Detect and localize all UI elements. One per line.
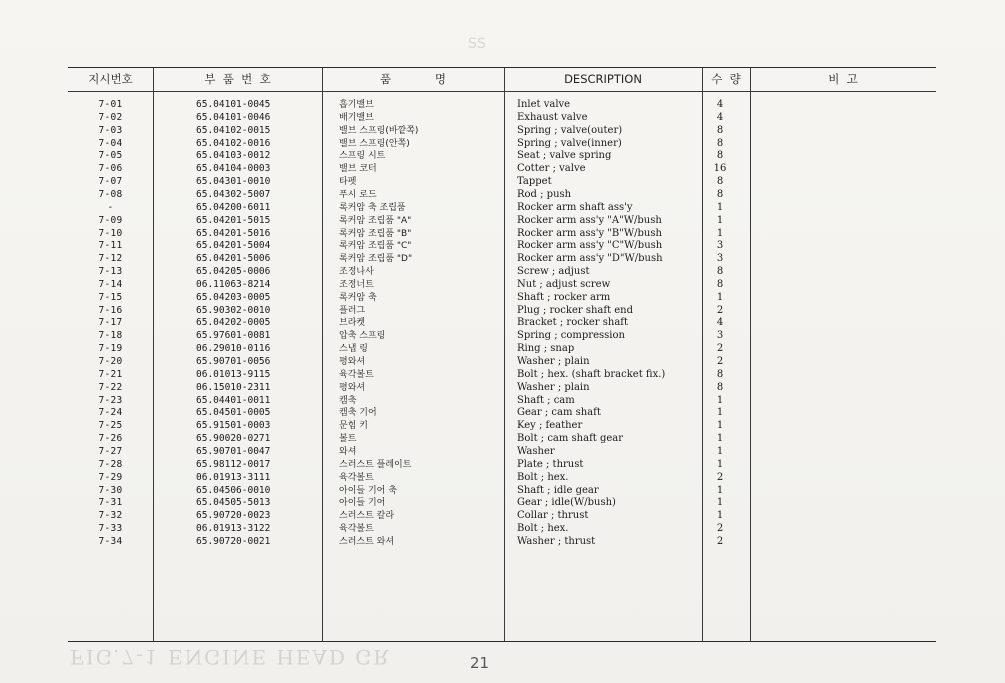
ref-no-cell: 7-34: [98, 535, 123, 547]
qty-cell: 8: [716, 137, 724, 149]
table-row: [68, 472, 936, 485]
qty-cell: 8: [716, 368, 724, 380]
qty-cell: 8: [716, 124, 724, 136]
qty-cell: 16: [713, 163, 727, 175]
qty-cell: 3: [716, 253, 724, 265]
ref-no-cell: 7-11: [98, 240, 123, 252]
description-cell: Inlet valve: [517, 99, 571, 110]
table-row: [68, 189, 936, 202]
part-no-cell: 65.04201-5006: [196, 253, 271, 265]
part-no-cell: 06.01913-3111: [196, 471, 271, 483]
table-row: [68, 150, 936, 163]
ref-no-cell: 7-30: [98, 484, 123, 496]
header-description: DESCRIPTION: [564, 72, 642, 86]
part-name-cell: 압축 스프링: [339, 331, 386, 342]
part-name-cell: 록커암 조립품 "B": [339, 228, 412, 239]
part-name-cell: 밸브 스프링(바깥쪽): [339, 125, 419, 136]
ref-no-cell: 7-18: [98, 330, 123, 342]
description-cell: Screw ; adjust: [517, 266, 590, 278]
qty-cell: 1: [716, 394, 724, 406]
ref-no-cell: 7-04: [98, 137, 123, 149]
ref-no-cell: 7-23: [98, 394, 123, 406]
table-row: [68, 266, 936, 279]
description-cell: Gear ; idle(W/bush): [517, 497, 616, 509]
part-no-cell: 65.04506-0010: [196, 484, 271, 496]
ref-no-cell: 7-14: [98, 278, 123, 290]
description-cell: Tappet: [517, 176, 552, 188]
part-no-cell: 06.01013-9115: [196, 368, 271, 380]
part-name-cell: 와셔: [339, 446, 357, 457]
part-name-cell: 캠축: [339, 395, 357, 406]
description-cell: Nut ; adjust screw: [517, 278, 611, 290]
table-row: [68, 343, 936, 356]
ref-no-cell: 7-22: [98, 381, 123, 393]
qty-cell: 3: [716, 240, 724, 252]
part-name-cell: 흡기밸브: [339, 100, 374, 110]
table-row: [68, 510, 936, 523]
qty-cell: 1: [716, 420, 724, 432]
part-name-cell: 브라켓: [339, 318, 366, 329]
ref-no-cell: 7-16: [98, 304, 123, 316]
ref-no-cell: 7-21: [98, 368, 123, 380]
qty-cell: 4: [716, 317, 724, 329]
qty-cell: 1: [716, 445, 724, 457]
table-row: [68, 523, 936, 536]
ref-no-cell: 7-03: [98, 124, 123, 136]
qty-cell: 1: [716, 497, 724, 509]
table-row: [68, 317, 936, 330]
description-cell: Spring ; compression: [517, 330, 625, 342]
part-no-cell: 65.04401-0011: [196, 394, 271, 406]
part-no-cell: 06.01913-3122: [196, 523, 271, 535]
table-row: [68, 305, 936, 318]
part-no-cell: 65.91501-0003: [196, 420, 271, 432]
table-row: [68, 497, 936, 510]
qty-cell: 8: [716, 278, 724, 290]
description-cell: Seat ; valve spring: [517, 150, 612, 162]
ref-no-cell: 7-20: [98, 356, 123, 367]
part-name-cell: 푸시 로드: [339, 189, 377, 200]
qty-cell: 8: [716, 381, 724, 393]
table-row: [68, 163, 936, 176]
ref-no-cell: 7-13: [98, 266, 123, 278]
part-no-cell: 65.04101-0045: [196, 99, 271, 110]
qty-cell: 8: [716, 188, 724, 200]
table-row: [68, 395, 936, 408]
description-cell: Ring ; snap: [517, 343, 575, 355]
ref-no-cell: 7-10: [98, 227, 123, 239]
description-cell: Rocker arm ass'y "A"W/bush: [517, 214, 662, 226]
description-cell: Plate ; thrust: [517, 458, 584, 470]
header-remarks: 비 고: [828, 72, 858, 86]
qty-cell: 1: [716, 510, 724, 522]
part-no-cell: 65.90701-0056: [196, 356, 271, 367]
part-name-cell: 조정너트: [339, 279, 374, 290]
part-no-cell: 65.04201-5004: [196, 240, 271, 252]
table-row: [68, 202, 936, 215]
ref-no-cell: 7-28: [98, 458, 123, 470]
description-cell: Key ; feather: [517, 420, 583, 432]
ref-no-cell: 7-33: [98, 523, 123, 535]
table-row: [68, 138, 936, 151]
part-name-cell: 록커암 축: [339, 292, 377, 303]
qty-cell: 2: [716, 523, 724, 535]
description-cell: Exhaust valve: [517, 111, 588, 123]
part-no-cell: 65.04205-0006: [196, 266, 271, 278]
part-no-cell: 65.04202-0005: [196, 317, 271, 329]
description-cell: Spring ; valve(outer): [517, 124, 623, 136]
qty-cell: 2: [716, 343, 724, 355]
part-no-cell: 06.15010-2311: [196, 381, 271, 393]
ref-no-cell: 7-01: [98, 99, 123, 110]
ref-no-cell: 7-07: [98, 176, 123, 188]
part-name-cell: 록커암 축 조립품: [339, 202, 406, 213]
parts-table: [68, 67, 936, 642]
description-cell: Plug ; rocker shaft end: [517, 304, 634, 316]
table-row: [68, 433, 936, 446]
ref-no-cell: 7-09: [98, 214, 123, 226]
table-row: [68, 279, 936, 292]
description-cell: Washer ; thrust: [517, 535, 596, 547]
ref-no-cell: 7-29: [98, 471, 123, 483]
table-row: [68, 459, 936, 472]
part-name-cell: 육각볼트: [339, 524, 374, 535]
part-no-cell: 65.04103-0012: [196, 150, 271, 162]
part-name-cell: 스러스트 와셔: [339, 536, 395, 547]
description-cell: Rocker arm ass'y "C"W/bush: [517, 240, 663, 252]
part-no-cell: 65.04101-0046: [196, 111, 271, 123]
part-name-cell: 록커암 조립품 "A": [339, 215, 412, 226]
part-no-cell: 65.90720-0021: [196, 535, 271, 547]
part-name-cell: 볼트: [339, 434, 357, 445]
part-name-cell: 스프링 시트: [339, 151, 386, 162]
description-cell: Cotter ; valve: [517, 163, 586, 175]
part-no-cell: 06.11063-8214: [196, 278, 271, 290]
part-name-cell: 아이들 기어: [339, 498, 386, 509]
header-part-no: 부 품 번 호: [204, 72, 271, 86]
ref-no-cell: 7-24: [98, 407, 123, 419]
part-no-cell: 06.29010-0116: [196, 343, 271, 355]
description-cell: Bolt ; cam shaft gear: [517, 433, 624, 445]
part-no-cell: 65.04201-5015: [196, 214, 271, 226]
part-no-cell: 65.04102-0015: [196, 124, 271, 136]
ref-no-cell: 7-02: [98, 111, 123, 123]
qty-cell: 1: [716, 227, 724, 239]
table-row: [68, 253, 936, 266]
qty-cell: 2: [716, 356, 724, 367]
table-row: [68, 536, 936, 549]
table-row: [68, 240, 936, 253]
part-no-cell: 65.04104-0003: [196, 163, 271, 175]
part-name-cell: 타펫: [339, 177, 357, 188]
part-no-cell: 65.04302-5007: [196, 188, 271, 200]
qty-cell: 2: [716, 535, 724, 547]
header-qty: 수 량: [711, 72, 741, 86]
part-name-cell: 평와셔: [339, 357, 366, 367]
ref-no-cell: 7-25: [98, 420, 123, 432]
part-name-cell: 스냅 링: [339, 344, 368, 355]
description-cell: Washer ; plain: [517, 356, 590, 367]
part-name-cell: 밸브 코터: [339, 164, 377, 175]
part-name-cell: 아이들 기어 축: [339, 485, 397, 496]
part-name-cell: 조정나사: [339, 267, 374, 278]
bleed-through-text: SS: [468, 36, 486, 52]
table-row: [68, 330, 936, 343]
part-name-cell: 록커암 조립품 "D": [339, 254, 413, 265]
qty-cell: 8: [716, 150, 724, 162]
description-cell: Rod ; push: [517, 188, 572, 200]
part-name-cell: 밸브 스프링(안쪽): [339, 138, 410, 149]
qty-cell: 1: [716, 407, 724, 419]
part-no-cell: 65.97601-0081: [196, 330, 271, 342]
ref-no-cell: 7-17: [98, 317, 123, 329]
ref-no-cell: 7-05: [98, 150, 123, 162]
qty-cell: 1: [716, 458, 724, 470]
ref-no-cell: 7-08: [98, 188, 123, 200]
part-name-cell: 평와셔: [339, 382, 366, 393]
table-row: [68, 369, 936, 382]
description-cell: Gear ; cam shaft: [517, 407, 601, 419]
part-no-cell: 65.98112-0017: [196, 458, 271, 470]
ref-no-cell: -: [107, 201, 114, 213]
description-cell: Spring ; valve(inner): [517, 137, 622, 149]
ref-no-cell: 7-26: [98, 433, 123, 445]
table-row: [68, 407, 936, 420]
header-part-name: 품 명: [379, 72, 447, 86]
table-row: [68, 228, 936, 241]
qty-cell: 2: [716, 304, 724, 316]
qty-cell: 3: [716, 330, 724, 342]
description-cell: Washer ; plain: [517, 381, 590, 393]
qty-cell: 1: [716, 214, 724, 226]
description-cell: Shaft ; idle gear: [517, 484, 599, 496]
part-no-cell: 65.04505-5013: [196, 497, 271, 509]
table-row: [68, 125, 936, 138]
qty-cell: 8: [716, 266, 724, 278]
part-no-cell: 65.90020-0271: [196, 433, 271, 445]
part-name-cell: 육각볼트: [339, 369, 374, 380]
ref-no-cell: 7-15: [98, 291, 123, 303]
ref-no-cell: 7-12: [98, 253, 123, 265]
table-row: [68, 382, 936, 395]
part-no-cell: 65.04301-0010: [196, 176, 271, 188]
ref-no-cell: 7-31: [98, 497, 123, 509]
part-no-cell: 65.04102-0016: [196, 137, 271, 149]
part-name-cell: 캠축 기어: [339, 408, 377, 419]
qty-cell: 4: [716, 99, 724, 110]
qty-cell: 1: [716, 484, 724, 496]
part-no-cell: 65.04201-5016: [196, 227, 271, 239]
qty-cell: 2: [716, 471, 724, 483]
part-no-cell: 65.04203-0005: [196, 291, 271, 303]
page-number: 21: [470, 654, 490, 672]
part-name-cell: 배기밸브: [339, 112, 374, 123]
part-no-cell: 65.04501-0005: [196, 407, 271, 419]
table-row: [68, 112, 936, 125]
description-cell: Bolt ; hex. (shaft bracket fix.): [517, 368, 666, 380]
ref-no-cell: 7-19: [98, 343, 123, 355]
part-no-cell: 65.90302-0010: [196, 304, 271, 316]
table-row: [68, 485, 936, 498]
ref-no-cell: 7-32: [98, 510, 123, 522]
description-cell: Rocker arm shaft ass'y: [517, 201, 633, 213]
part-name-cell: 록커암 조립품 "C": [339, 241, 412, 252]
description-cell: Shaft ; cam: [517, 394, 575, 406]
description-cell: Bolt ; hex.: [517, 471, 569, 483]
table-row: [68, 215, 936, 228]
qty-cell: 1: [716, 433, 724, 445]
description-cell: Collar ; thrust: [517, 510, 589, 522]
qty-cell: 1: [716, 201, 724, 213]
description-cell: Rocker arm ass'y "D"W/bush: [517, 253, 663, 265]
table-row: [68, 292, 936, 305]
table-row: [68, 420, 936, 433]
part-name-cell: 플러그: [339, 305, 366, 316]
part-no-cell: 65.90701-0047: [196, 445, 271, 457]
table-row: [68, 356, 936, 369]
part-no-cell: 65.04200-6011: [196, 201, 271, 213]
description-cell: Washer: [517, 445, 555, 457]
part-name-cell: 육각볼트: [339, 472, 374, 483]
header-ref-no: 지시번호: [88, 72, 133, 86]
table-row: [68, 99, 936, 112]
description-cell: Bracket ; rocker shaft: [517, 317, 629, 329]
qty-cell: 4: [716, 111, 724, 123]
bleed-through-caption: FIG.7-1 ENGINE HEAD GR: [70, 645, 391, 669]
part-no-cell: 65.90720-0023: [196, 510, 271, 522]
ref-no-cell: 7-27: [98, 445, 123, 457]
qty-cell: 8: [716, 176, 724, 188]
part-name-cell: 스러스트 플레이트: [339, 459, 412, 470]
description-cell: Rocker arm ass'y "B"W/bush: [517, 227, 662, 239]
description-cell: Bolt ; hex.: [517, 523, 569, 535]
qty-cell: 1: [716, 291, 724, 303]
part-name-cell: 스러스트 칼라: [339, 511, 395, 522]
table-row: [68, 446, 936, 459]
description-cell: Shaft ; rocker arm: [517, 291, 611, 303]
ref-no-cell: 7-06: [98, 163, 123, 175]
header-divider: [68, 91, 936, 92]
part-name-cell: 문힘 키: [339, 421, 368, 432]
table-row: [68, 176, 936, 189]
